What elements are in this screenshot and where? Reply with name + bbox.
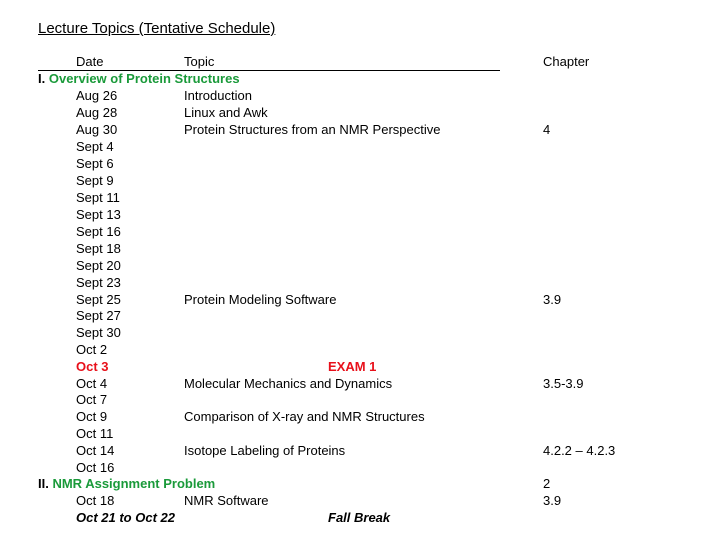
row-chapter: 4.2.2 – 4.2.3 xyxy=(543,443,616,458)
row-topic: Protein Modeling Software xyxy=(184,292,337,307)
table-row xyxy=(0,104,720,121)
table-row-exam xyxy=(0,358,720,375)
page-title: Lecture Topics (Tentative Schedule) xyxy=(38,20,276,37)
row-topic: Introduction xyxy=(184,88,252,103)
section-name: NMR Assignment Problem xyxy=(52,476,216,491)
table-row xyxy=(0,425,720,442)
row-date: Sept 4 xyxy=(76,139,114,154)
table-row xyxy=(0,240,720,257)
break-label: Fall Break xyxy=(328,510,391,525)
table-row xyxy=(0,189,720,206)
row-date: Sept 18 xyxy=(76,241,121,256)
header-chapter: Chapter xyxy=(543,54,590,69)
row-date: Oct 2 xyxy=(76,342,108,357)
row-date: Aug 28 xyxy=(76,105,118,120)
row-chapter: 3.9 xyxy=(543,292,562,307)
row-date: Oct 4 xyxy=(76,376,108,391)
table-row xyxy=(0,391,720,408)
table-row xyxy=(0,121,720,138)
row-date: Sept 16 xyxy=(76,224,121,239)
header-date: Date xyxy=(76,54,104,69)
section-row xyxy=(0,475,720,492)
table-row xyxy=(0,138,720,155)
row-date: Oct 11 xyxy=(76,426,114,441)
row-topic: Protein Structures from an NMR Perspective xyxy=(184,122,441,137)
table-row xyxy=(0,459,720,476)
table-row xyxy=(0,87,720,104)
row-date: Sept 9 xyxy=(76,173,114,188)
exam-label: EXAM 1 xyxy=(328,359,377,374)
section-chapter: 2 xyxy=(543,476,551,491)
row-topic: Comparison of X-ray and NMR Structures xyxy=(184,409,425,424)
row-date: Sept 27 xyxy=(76,308,121,323)
table-row xyxy=(0,206,720,223)
row-date: Sept 23 xyxy=(76,275,121,290)
row-date: Oct 3 xyxy=(76,359,109,374)
row-date: Oct 18 xyxy=(76,493,115,508)
row-date: Sept 6 xyxy=(76,156,114,171)
header-topic: Topic xyxy=(184,54,215,69)
row-topic: Isotope Labeling of Proteins xyxy=(184,443,346,458)
table-row xyxy=(0,408,720,425)
row-date: Sept 20 xyxy=(76,258,121,273)
row-date: Oct 21 to Oct 22 xyxy=(76,510,175,525)
table-row xyxy=(0,223,720,240)
table-row xyxy=(0,291,720,308)
table-row xyxy=(0,257,720,274)
row-chapter: 3.5-3.9 xyxy=(543,376,584,391)
section-number: I. xyxy=(38,71,46,86)
table-row xyxy=(0,155,720,172)
row-date: Aug 30 xyxy=(76,122,118,137)
row-date: Sept 30 xyxy=(76,325,121,340)
row-date: Oct 14 xyxy=(76,443,115,458)
table-row xyxy=(0,307,720,324)
row-date: Oct 9 xyxy=(76,409,108,424)
row-topic: Linux and Awk xyxy=(184,105,268,120)
table-row xyxy=(0,274,720,291)
row-chapter: 4 xyxy=(543,122,551,137)
section-number: II. xyxy=(38,476,49,491)
section-row xyxy=(0,70,720,87)
table-row xyxy=(0,324,720,341)
row-date: Sept 11 xyxy=(76,190,120,205)
row-date: Sept 25 xyxy=(76,292,121,307)
table-row xyxy=(0,341,720,358)
table-row xyxy=(0,172,720,189)
row-topic: Molecular Mechanics and Dynamics xyxy=(184,376,393,391)
table-row xyxy=(0,375,720,392)
table-row xyxy=(0,442,720,459)
row-chapter: 3.9 xyxy=(543,493,562,508)
table-header xyxy=(0,53,720,70)
row-date: Sept 13 xyxy=(76,207,121,222)
table-row xyxy=(0,492,720,509)
table-row-break xyxy=(0,509,720,526)
row-date: Oct 7 xyxy=(76,392,108,407)
row-date: Aug 26 xyxy=(76,88,118,103)
row-topic: NMR Software xyxy=(184,493,269,508)
row-date: Oct 16 xyxy=(76,460,115,475)
section-name: Overview of Protein Structures xyxy=(48,71,240,86)
